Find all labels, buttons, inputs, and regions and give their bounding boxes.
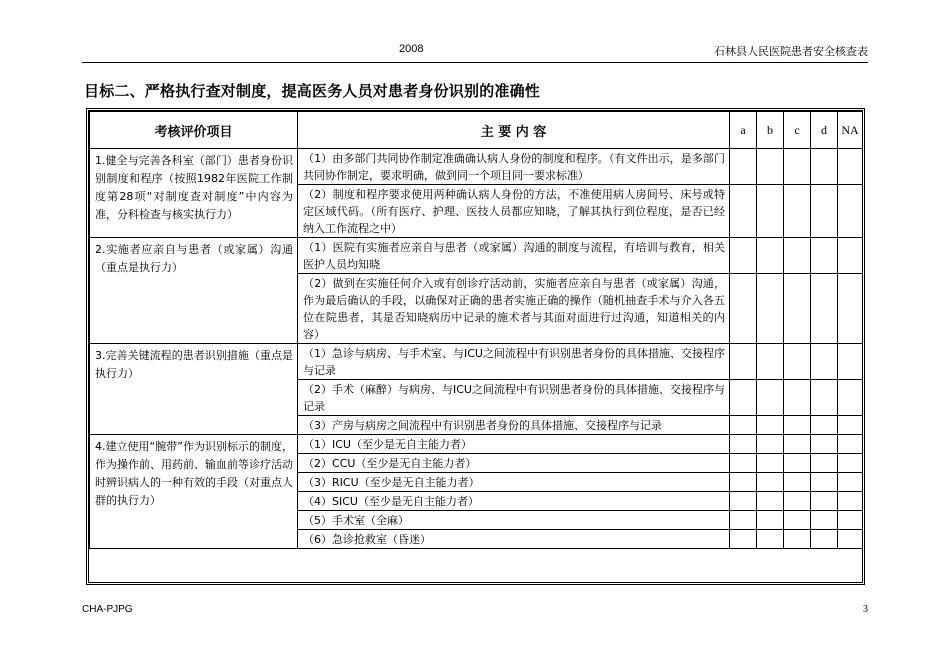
score-cell[interactable] [730, 149, 757, 185]
score-cell[interactable] [784, 473, 811, 492]
score-cell[interactable] [730, 454, 757, 473]
header-score-d: d [811, 112, 838, 149]
content-2-1: （1）医院有实施者应亲自与患者（或家属）沟通的制度与流程，有培训与教育，相关医护人员均知晓 [298, 238, 730, 274]
content-3-2: （2）手术（麻醉）与病房、与ICU之间流程中有识别患者身份的具体措施、交接程序与记录 [298, 380, 730, 416]
score-cell[interactable] [838, 530, 863, 549]
item-2: 2.实施者应亲自与患者（或家属）沟通（重点是执行力） [90, 238, 298, 344]
score-cell[interactable] [730, 511, 757, 530]
score-cell[interactable] [757, 185, 784, 238]
score-cell[interactable] [730, 473, 757, 492]
score-cell[interactable] [838, 454, 863, 473]
score-cell[interactable] [838, 435, 863, 454]
score-cell[interactable] [730, 274, 757, 344]
content-3-3: （3）产房与病房之间流程中有识别患者身份的具体措施、交接程序与记录 [298, 416, 730, 435]
page-number: 3 [863, 604, 868, 615]
score-cell[interactable] [811, 473, 838, 492]
score-cell[interactable] [811, 492, 838, 511]
content-3-1: （1）急诊与病房、与手术室、与ICU之间流程中有识别患者身份的具体措施、交接程序与记录 [298, 344, 730, 380]
score-cell[interactable] [838, 492, 863, 511]
score-cell[interactable] [811, 530, 838, 549]
score-cell[interactable] [811, 435, 838, 454]
score-cell[interactable] [757, 473, 784, 492]
content-4-5: （5）手术室（全麻） [298, 511, 730, 530]
score-cell[interactable] [784, 238, 811, 274]
score-cell[interactable] [838, 380, 863, 416]
score-cell[interactable] [757, 380, 784, 416]
header-year: 2008 [399, 43, 424, 55]
score-cell[interactable] [784, 274, 811, 344]
score-cell[interactable] [730, 238, 757, 274]
score-cell[interactable] [811, 238, 838, 274]
content-1-2: （2）制度和程序要求使用两种确认病人身份的方法，不准使用病人房间号、床号或特定区域代码。（所有医疗、护理、医技人员都应知晓，了解其执行到位程度，是否已经纳入工作流程之中） [298, 185, 730, 238]
score-cell[interactable] [730, 344, 757, 380]
item-1: 1.健全与完善各科室（部门）患者身份识别制度和程序（按照1982年医院工作制度第28项“对制度查对制度”中内容为准，分科检查与核实执行力） [90, 149, 298, 238]
content-2-2: （2）做到在实施任何介入或有创诊疗活动前，实施者应亲自与患者（或家属）沟通，作为最后确认的手段，以确保对正确的患者实施正确的操作（随机抽查手术与介入各五位在院患者，其是否知晓病历中记录的施术者与其面对面进行过沟通，知道相关的内容） [298, 274, 730, 344]
score-cell[interactable] [757, 454, 784, 473]
score-cell[interactable] [784, 149, 811, 185]
table-header-row [90, 112, 863, 149]
header-score-c: c [784, 112, 811, 149]
page-title: 目标二、严格执行查对制度，提高医务人员对患者身份识别的准确性 [84, 82, 541, 100]
score-cell[interactable] [838, 238, 863, 274]
score-cell[interactable] [730, 492, 757, 511]
score-cell[interactable] [757, 274, 784, 344]
score-cell[interactable] [730, 185, 757, 238]
score-cell[interactable] [784, 435, 811, 454]
content-4-4: （4）SICU（至少是无自主能力者） [298, 492, 730, 511]
checklist-table-frame [86, 108, 865, 585]
score-cell[interactable] [784, 454, 811, 473]
score-cell[interactable] [811, 274, 838, 344]
header-rule [82, 62, 868, 63]
score-cell[interactable] [757, 238, 784, 274]
score-cell[interactable] [757, 435, 784, 454]
content-4-1: （1）ICU（至少是无自主能力者） [298, 435, 730, 454]
score-cell[interactable] [838, 344, 863, 380]
table-row [90, 435, 863, 454]
score-cell[interactable] [784, 380, 811, 416]
score-cell[interactable] [730, 416, 757, 435]
score-cell[interactable] [784, 530, 811, 549]
score-cell[interactable] [757, 344, 784, 380]
score-cell[interactable] [838, 511, 863, 530]
header-document-name: 石林县人民医院患者安全核查表 [714, 45, 868, 58]
score-cell[interactable] [784, 344, 811, 380]
header-item: 考核评价项目 [90, 112, 298, 149]
content-4-3: （3）RICU（至少是无自主能力者） [298, 473, 730, 492]
footer-code: CHA-PJPG [82, 604, 133, 615]
table-row [90, 344, 863, 380]
score-cell[interactable] [730, 530, 757, 549]
header-score-a: a [730, 112, 757, 149]
score-cell[interactable] [757, 530, 784, 549]
header-content: 主 要 内 容 [298, 112, 730, 149]
header-score-na: NA [838, 112, 863, 149]
score-cell[interactable] [784, 416, 811, 435]
content-4-2: （2）CCU（至少是无自主能力者） [298, 454, 730, 473]
item-4: 4.建立使用“腕带”作为识别标示的制度，作为操作前、用药前、输血前等诊疗活动时辨识病人的一种有效的手段（对重点人群的执行力） [90, 435, 298, 549]
table-row [90, 149, 863, 185]
score-cell[interactable] [757, 492, 784, 511]
content-4-6: （6）急诊抢救室（昏迷） [298, 530, 730, 549]
table-row [90, 238, 863, 274]
score-cell[interactable] [784, 492, 811, 511]
score-cell[interactable] [730, 435, 757, 454]
score-cell[interactable] [811, 380, 838, 416]
score-cell[interactable] [811, 416, 838, 435]
score-cell[interactable] [811, 511, 838, 530]
score-cell[interactable] [838, 185, 863, 238]
item-3: 3.完善关键流程的患者识别措施（重点是执行力） [90, 344, 298, 435]
score-cell[interactable] [811, 454, 838, 473]
score-cell[interactable] [811, 185, 838, 238]
score-cell[interactable] [757, 416, 784, 435]
checklist-table [89, 111, 863, 549]
score-cell[interactable] [811, 149, 838, 185]
score-cell[interactable] [730, 380, 757, 416]
score-cell[interactable] [757, 149, 784, 185]
content-1-1: （1）由多部门共同协作制定准确确认病人身份的制度和程序。（有文件出示，是多部门共同协作制定，要求明确，做到同一个项目同一要求标准） [298, 149, 730, 185]
score-cell[interactable] [811, 344, 838, 380]
score-cell[interactable] [838, 416, 863, 435]
score-cell[interactable] [757, 511, 784, 530]
score-cell[interactable] [784, 511, 811, 530]
score-cell[interactable] [838, 149, 863, 185]
score-cell[interactable] [784, 185, 811, 238]
header-score-b: b [757, 112, 784, 149]
score-cell[interactable] [838, 473, 863, 492]
score-cell[interactable] [838, 274, 863, 344]
